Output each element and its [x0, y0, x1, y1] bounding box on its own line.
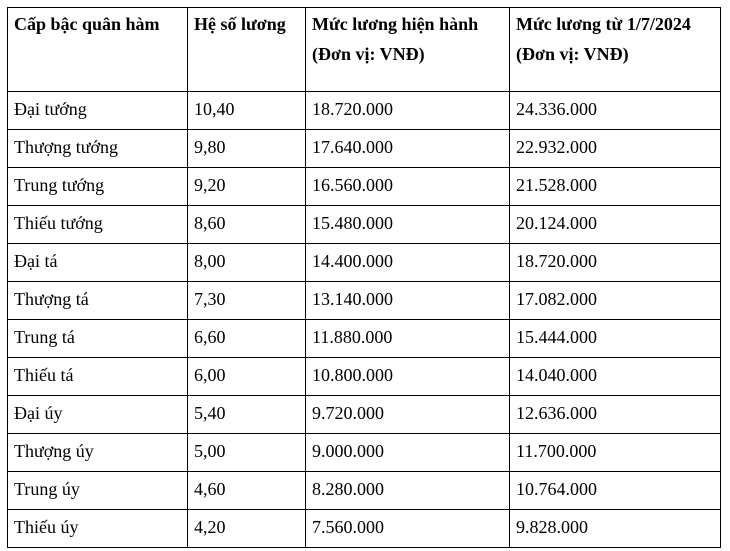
- cell-coefficient: 6,00: [188, 358, 306, 396]
- salary-table: [7, 7, 721, 548]
- table-row: [8, 472, 721, 510]
- table-row: [8, 358, 721, 396]
- header-coefficient-label: Hệ số lương: [194, 14, 286, 34]
- cell-rank: Trung úy: [8, 472, 188, 510]
- cell-current-salary: 14.400.000: [306, 244, 510, 282]
- cell-new-salary: 21.528.000: [510, 168, 721, 206]
- header-coefficient: [188, 8, 306, 92]
- cell-coefficient: 4,20: [188, 510, 306, 548]
- header-rank: [8, 8, 188, 92]
- cell-rank: Thượng tá: [8, 282, 188, 320]
- cell-rank: Trung tá: [8, 320, 188, 358]
- cell-coefficient: 8,00: [188, 244, 306, 282]
- header-current-salary: [306, 8, 510, 92]
- cell-rank: Thượng úy: [8, 434, 188, 472]
- cell-new-salary: 22.932.000: [510, 130, 721, 168]
- table-row: [8, 320, 721, 358]
- cell-new-salary: 14.040.000: [510, 358, 721, 396]
- header-new-salary-unit: (Đơn vị: VNĐ): [516, 44, 629, 64]
- cell-rank: Đại tướng: [8, 92, 188, 130]
- table-row: [8, 434, 721, 472]
- cell-coefficient: 10,40: [188, 92, 306, 130]
- cell-current-salary: 9.720.000: [306, 396, 510, 434]
- cell-new-salary: 24.336.000: [510, 92, 721, 130]
- cell-coefficient: 7,30: [188, 282, 306, 320]
- cell-new-salary: 18.720.000: [510, 244, 721, 282]
- cell-coefficient: 9,20: [188, 168, 306, 206]
- cell-new-salary: 15.444.000: [510, 320, 721, 358]
- cell-rank: Trung tướng: [8, 168, 188, 206]
- cell-rank: Đại tá: [8, 244, 188, 282]
- cell-current-salary: 13.140.000: [306, 282, 510, 320]
- cell-current-salary: 9.000.000: [306, 434, 510, 472]
- header-new-salary-label: Mức lương từ 1/7/2024: [516, 14, 691, 34]
- table-row: [8, 206, 721, 244]
- cell-new-salary: 20.124.000: [510, 206, 721, 244]
- cell-new-salary: 17.082.000: [510, 282, 721, 320]
- cell-new-salary: 11.700.000: [510, 434, 721, 472]
- cell-current-salary: 18.720.000: [306, 92, 510, 130]
- cell-coefficient: 6,60: [188, 320, 306, 358]
- header-current-salary-unit: (Đơn vị: VNĐ): [312, 44, 425, 64]
- cell-coefficient: 9,80: [188, 130, 306, 168]
- cell-current-salary: 7.560.000: [306, 510, 510, 548]
- cell-coefficient: 5,40: [188, 396, 306, 434]
- cell-rank: Thiếu tướng: [8, 206, 188, 244]
- cell-current-salary: 17.640.000: [306, 130, 510, 168]
- table-row: [8, 244, 721, 282]
- cell-new-salary: 12.636.000: [510, 396, 721, 434]
- table-row: [8, 130, 721, 168]
- cell-new-salary: 9.828.000: [510, 510, 721, 548]
- table-row: [8, 510, 721, 548]
- cell-rank: Đại úy: [8, 396, 188, 434]
- table-row: [8, 92, 721, 130]
- table-header-row: [8, 8, 721, 92]
- table-row: [8, 396, 721, 434]
- header-current-salary-label: Mức lương hiện hành: [312, 14, 479, 34]
- cell-rank: Thiếu tá: [8, 358, 188, 396]
- cell-current-salary: 11.880.000: [306, 320, 510, 358]
- cell-current-salary: 8.280.000: [306, 472, 510, 510]
- header-rank-label: Cấp bậc quân hàm: [14, 14, 160, 34]
- header-new-salary: [510, 8, 721, 92]
- cell-current-salary: 16.560.000: [306, 168, 510, 206]
- cell-coefficient: 5,00: [188, 434, 306, 472]
- cell-rank: Thiếu úy: [8, 510, 188, 548]
- cell-coefficient: 8,60: [188, 206, 306, 244]
- cell-current-salary: 15.480.000: [306, 206, 510, 244]
- cell-new-salary: 10.764.000: [510, 472, 721, 510]
- table-row: [8, 282, 721, 320]
- table-row: [8, 168, 721, 206]
- cell-coefficient: 4,60: [188, 472, 306, 510]
- cell-rank: Thượng tướng: [8, 130, 188, 168]
- cell-current-salary: 10.800.000: [306, 358, 510, 396]
